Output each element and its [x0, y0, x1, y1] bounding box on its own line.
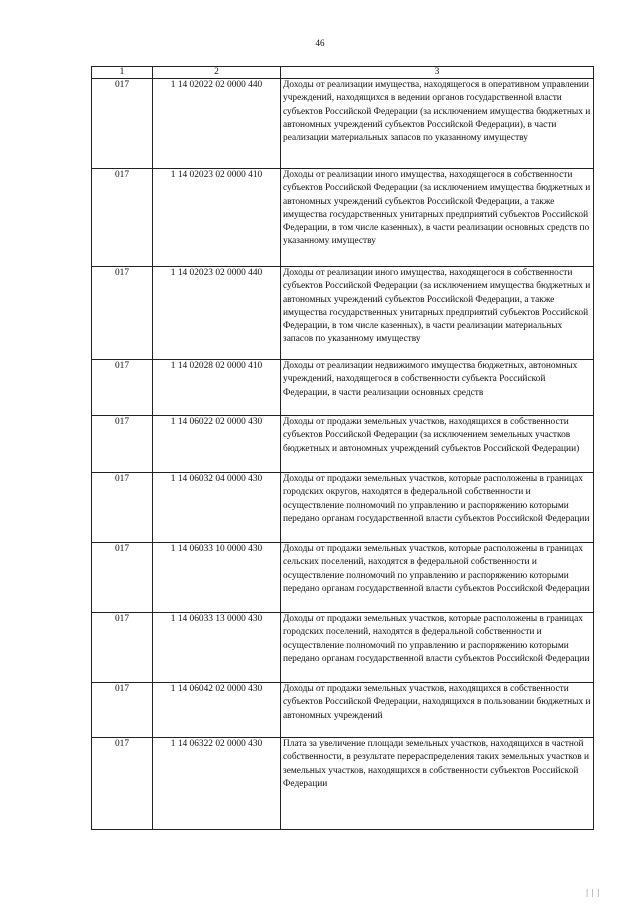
- revenue-classification-table: [91, 66, 594, 830]
- column-header-2: 2: [153, 67, 281, 79]
- admin-code-cell: 017: [92, 613, 153, 683]
- revenue-description-cell: Доходы от продажи земельных участков, которые расположены в границах городских округов, находятся в федеральной собственности и осуществление полномочий по управлению и распоряжению которыми передано органам государственной власти субъектов Российской Федерации: [281, 473, 594, 543]
- table-row: [92, 79, 594, 169]
- table-header-row: [92, 67, 594, 79]
- scan-corner-mark: | | |: [586, 888, 600, 897]
- revenue-code-cell: 1 14 02022 02 0000 440: [153, 79, 281, 169]
- admin-code-cell: 017: [92, 267, 153, 360]
- revenue-code-cell: 1 14 06022 02 0000 430: [153, 416, 281, 473]
- table-row: [92, 360, 594, 416]
- revenue-code-cell: 1 14 06033 13 0000 430: [153, 613, 281, 683]
- table-row: [92, 683, 594, 738]
- admin-code-cell: 017: [92, 169, 153, 267]
- revenue-code-cell: 1 14 02028 02 0000 410: [153, 360, 281, 416]
- revenue-code-cell: 1 14 02023 02 0000 410: [153, 169, 281, 267]
- revenue-description-cell: Доходы от реализации имущества, находящегося в оперативном управлении учреждений, находящихся в ведении органов государственной власти субъектов Российской Федерации (за исключением имущества бюджетных и автономных учреждений субъектов Российской Федерации), в части реализации материальных запасов по указанному имуществу: [281, 79, 594, 169]
- revenue-description-cell: Доходы от продажи земельных участков, которые расположены в границах сельских поселений, находятся в федеральной собственности и осуществление полномочий по управлению и распоряжению которыми передано органам государственной власти субъектов Российской Федерации: [281, 543, 594, 613]
- table-row: [92, 416, 594, 473]
- table-row: [92, 613, 594, 683]
- admin-code-cell: 017: [92, 79, 153, 169]
- revenue-description-cell: Доходы от реализации недвижимого имущества бюджетных, автономных учреждений, находящегося в собственности субъекта Российской Федерации, в части реализации основных средств: [281, 360, 594, 416]
- admin-code-cell: 017: [92, 543, 153, 613]
- revenue-description-cell: Доходы от реализации иного имущества, находящегося в собственности субъектов Российской Федерации (за исключением имущества бюджетных и автономных учреждений субъектов Российской Федерации, а также имущества государственных унитарных предприятий субъектов Российской Федерации, в том числе казенных), в части реализации материальных запасов по указанному имуществу: [281, 267, 594, 360]
- admin-code-cell: 017: [92, 683, 153, 738]
- revenue-code-cell: 1 14 06322 02 0000 430: [153, 738, 281, 830]
- revenue-code-cell: 1 14 02023 02 0000 440: [153, 267, 281, 360]
- column-header-1: 1: [92, 67, 153, 79]
- admin-code-cell: 017: [92, 416, 153, 473]
- table-row: [92, 267, 594, 360]
- page-number: 46: [315, 38, 325, 48]
- revenue-description-cell: Доходы от продажи земельных участков, которые расположены в границах городских поселений, находятся в федеральной собственности и осуществление полномочий по управлению и распоряжению которыми передано органам государственной власти субъектов Российской Федерации: [281, 613, 594, 683]
- revenue-description-cell: Доходы от продажи земельных участков, находящихся в собственности субъектов Российской Федерации, находящихся в пользовании бюджетных и автономных учреждений: [281, 683, 594, 738]
- admin-code-cell: 017: [92, 360, 153, 416]
- revenue-code-cell: 1 14 06032 04 0000 430: [153, 473, 281, 543]
- admin-code-cell: 017: [92, 473, 153, 543]
- table-row: [92, 738, 594, 830]
- revenue-code-cell: 1 14 06033 10 0000 430: [153, 543, 281, 613]
- revenue-code-cell: 1 14 06042 02 0000 430: [153, 683, 281, 738]
- table-row: [92, 473, 594, 543]
- revenue-description-cell: Доходы от реализации иного имущества, находящегося в собственности субъектов Российской Федерации (за исключением имущества бюджетных и автономных учреждений субъектов Российской Федерации, а также имущества государственных унитарных предприятий субъектов Российской Федерации, в том числе казенных), в части реализации основных средств по указанному имуществу: [281, 169, 594, 267]
- admin-code-cell: 017: [92, 738, 153, 830]
- table-row: [92, 169, 594, 267]
- revenue-description-cell: Доходы от продажи земельных участков, находящихся в собственности субъектов Российской Федерации (за исключением земельных участков бюджетных и автономных учреждений субъектов Российской Федерации): [281, 416, 594, 473]
- column-header-3: 3: [281, 67, 594, 79]
- revenue-description-cell: Плата за увеличение площади земельных участков, находящихся в частной собственности, в результате перераспределения таких земельных участков и земельных участков, находящихся в собственности субъектов Российской Федерации: [281, 738, 594, 830]
- table-row: [92, 543, 594, 613]
